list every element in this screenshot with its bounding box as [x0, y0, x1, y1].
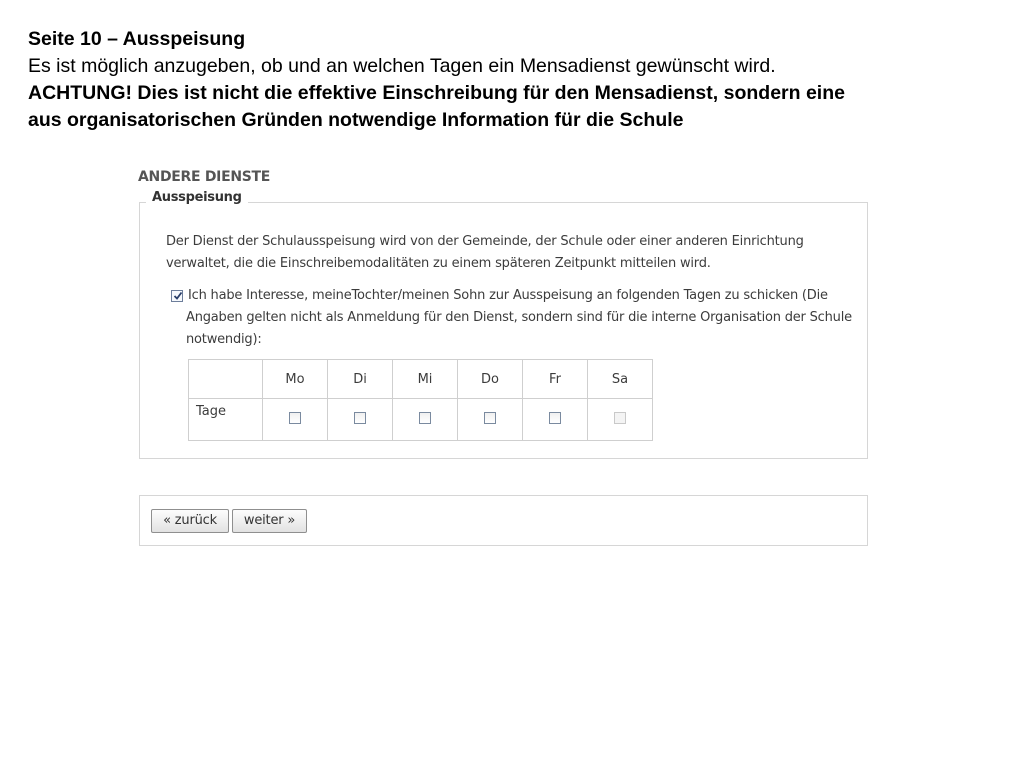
- day-checkbox-mi[interactable]: [419, 412, 431, 424]
- service-description: [166, 231, 826, 275]
- slide-heading: Seite 10 – Ausspeisung: [28, 28, 246, 50]
- day-header-di: Di: [328, 360, 393, 399]
- next-button[interactable]: weiter »: [232, 509, 307, 533]
- day-header-mo: Mo: [263, 360, 328, 399]
- table-corner-cell: [189, 360, 263, 399]
- day-header-mi: Mi: [393, 360, 458, 399]
- section-title: ANDERE DIENSTE: [138, 169, 271, 185]
- day-checkbox-fr[interactable]: [549, 412, 561, 424]
- interest-option[interactable]: [171, 285, 861, 351]
- day-checkbox-di[interactable]: [354, 412, 366, 424]
- day-checkbox-do[interactable]: [484, 412, 496, 424]
- row-label-tage: Tage: [189, 399, 263, 441]
- day-header-do: Do: [458, 360, 523, 399]
- interest-label-line: notwendig):: [186, 332, 262, 347]
- days-table: [188, 359, 653, 441]
- day-header-fr: Fr: [523, 360, 588, 399]
- slide-warning-line-2: aus organisatorischen Gründen notwendige Information für die Schule: [28, 109, 684, 131]
- slide-description: Es ist möglich anzugeben, ob und an welchen Tagen ein Mensadienst gewünscht wird.: [28, 55, 776, 77]
- slide-warning-line-1: ACHTUNG! Dies ist nicht die effektive Einschreibung für den Mensadienst, sondern eine: [28, 82, 845, 104]
- back-button[interactable]: « zurück: [151, 509, 229, 533]
- fieldset-legend: Ausspeisung: [146, 190, 248, 205]
- day-checkbox-sa: [614, 412, 626, 424]
- day-header-sa: Sa: [588, 360, 653, 399]
- interest-checkbox[interactable]: [171, 290, 183, 302]
- day-checkbox-mo[interactable]: [289, 412, 301, 424]
- description-line: verwaltet, die die Einschreibemodalitäten zu einem späteren Zeitpunkt mitteilen wird.: [166, 256, 711, 271]
- interest-label-line: Angaben gelten nicht als Anmeldung für den Dienst, sondern sind für die interne Organisation der Schule: [186, 310, 852, 325]
- checkmark-icon: [173, 291, 183, 301]
- description-line: Der Dienst der Schulausspeisung wird von der Gemeinde, der Schule oder einer anderen Einrichtung: [166, 234, 804, 249]
- instruction-text: [28, 26, 1018, 134]
- interest-label: [171, 285, 861, 351]
- interest-label-line: Ich habe Interesse, meineTochter/meinen Sohn zur Ausspeisung an folgenden Tagen zu schicken (Die: [188, 288, 828, 303]
